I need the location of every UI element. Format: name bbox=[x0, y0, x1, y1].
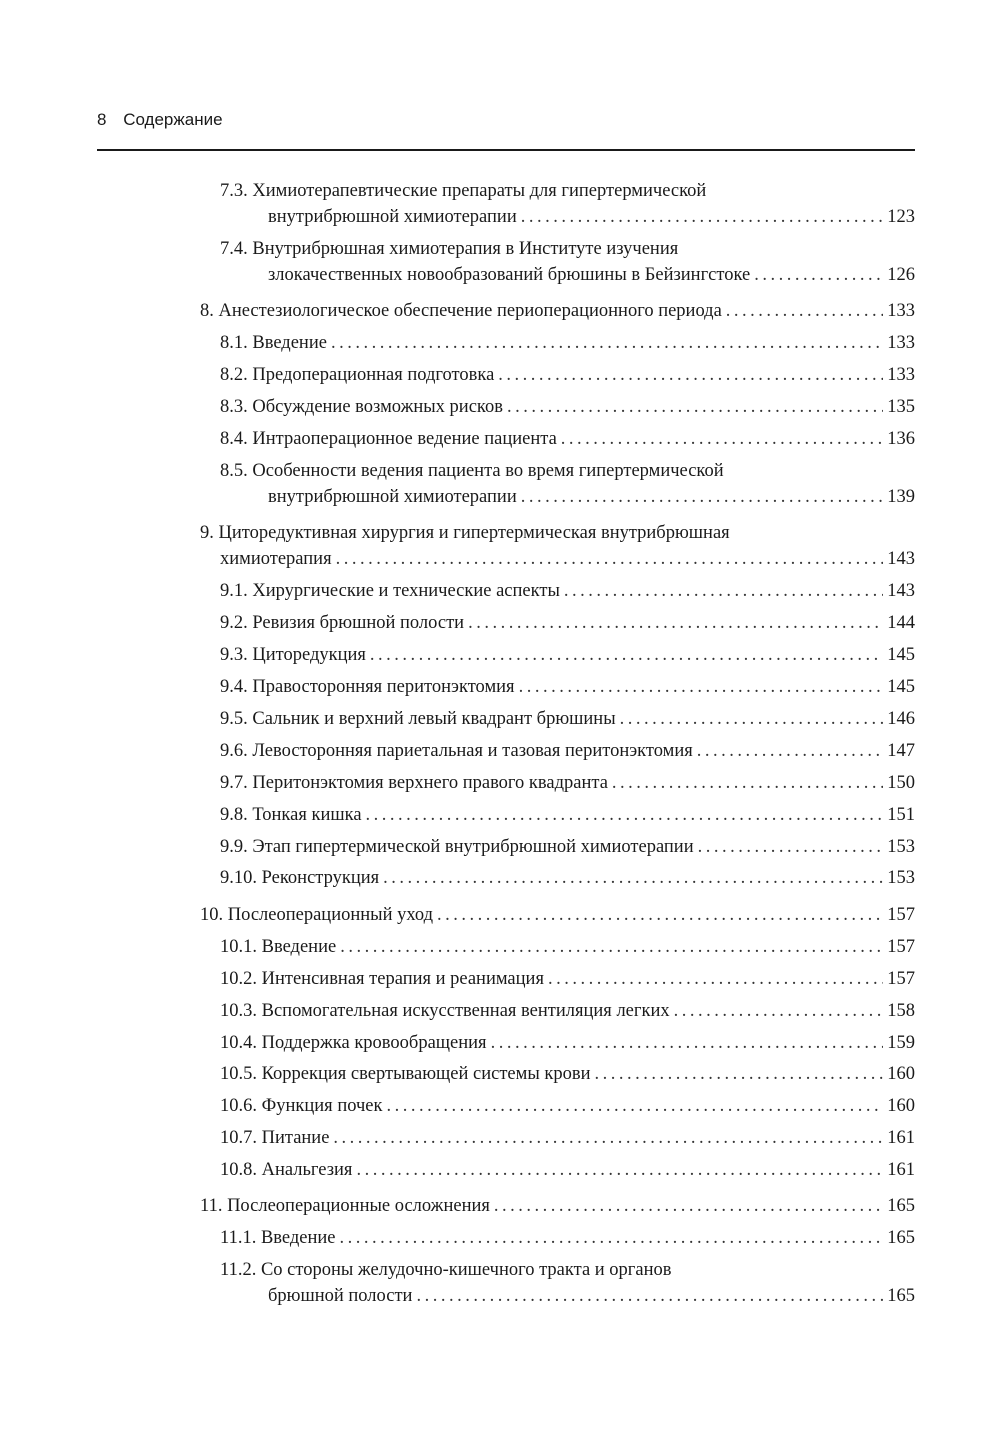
toc-entry-page: 157 bbox=[887, 905, 915, 925]
toc-entry-page: 144 bbox=[887, 613, 915, 633]
toc-entry-page: 146 bbox=[887, 709, 915, 729]
toc-entry-title: 10.4. Поддержка кровообращения bbox=[220, 1033, 487, 1053]
toc-entry-page: 136 bbox=[887, 429, 915, 449]
toc-entry-page: 133 bbox=[887, 333, 915, 353]
toc-entry-title: 10.3. Вспомогательная искусственная вентиляция легких bbox=[220, 1001, 670, 1021]
dot-leader bbox=[331, 330, 883, 356]
toc-entry-title: 8.5. Особенности ведения пациента во время гипертермической bbox=[220, 461, 724, 481]
toc-entry-page: 126 bbox=[887, 265, 915, 285]
dot-leader bbox=[674, 998, 884, 1024]
toc-entry-title: 8.3. Обсуждение возможных рисков bbox=[220, 397, 503, 417]
toc-entry-title: 8.1. Введение bbox=[220, 333, 327, 353]
toc-entry-title-continuation: брюшной полости bbox=[268, 1286, 413, 1306]
dot-leader bbox=[336, 546, 884, 572]
toc-entry-page: 159 bbox=[887, 1033, 915, 1053]
dot-leader bbox=[437, 902, 883, 928]
toc-entry-page: 145 bbox=[887, 645, 915, 665]
toc-entry-page: 158 bbox=[887, 1001, 915, 1021]
dot-leader bbox=[494, 1193, 883, 1219]
toc-entry-title: 9.10. Реконструкция bbox=[220, 868, 380, 888]
toc-entry-title: 9.5. Сальник и верхний левый квадрант брюшины bbox=[220, 709, 616, 729]
toc-entry-page: 147 bbox=[887, 741, 915, 761]
dot-leader bbox=[498, 362, 883, 388]
toc-entry-page: 143 bbox=[887, 581, 915, 601]
dot-leader bbox=[698, 834, 884, 860]
page-number: 8 bbox=[97, 110, 107, 129]
dot-leader bbox=[521, 204, 884, 230]
toc-entry-title: 10.2. Интенсивная терапия и реанимация bbox=[220, 969, 544, 989]
running-header bbox=[97, 110, 223, 130]
header-rule bbox=[97, 149, 915, 151]
toc-entry-page: 153 bbox=[887, 868, 915, 888]
dot-leader bbox=[612, 770, 883, 796]
toc-entry-page: 135 bbox=[887, 397, 915, 417]
dot-leader bbox=[491, 1030, 884, 1056]
toc-entry-page: 150 bbox=[887, 773, 915, 793]
toc-entry-page: 160 bbox=[887, 1064, 915, 1084]
dot-leader bbox=[519, 674, 884, 700]
toc-entry-title: 7.3. Химиотерапевтические препараты для гипертермической bbox=[220, 181, 707, 201]
toc-entry-page: 133 bbox=[887, 365, 915, 385]
dot-leader bbox=[340, 1225, 884, 1251]
toc-entry-page: 157 bbox=[887, 937, 915, 957]
dot-leader bbox=[468, 610, 883, 636]
toc-entry-title: 9. Циторедуктивная хирургия и гипертермическая внутрибрюшная bbox=[200, 523, 730, 543]
toc-entry-page: 157 bbox=[887, 969, 915, 989]
dot-leader bbox=[507, 394, 883, 420]
toc-entry-page: 151 bbox=[887, 805, 915, 825]
toc-entry-title: 9.6. Левосторонняя париетальная и тазовая перитонэктомия bbox=[220, 741, 693, 761]
toc-entry-title: 7.4. Внутрибрюшная химиотерапия в Институте изучения bbox=[220, 239, 679, 259]
toc-entry-page: 165 bbox=[887, 1286, 915, 1306]
toc-entry-title: 9.3. Циторедукция bbox=[220, 645, 366, 665]
toc-entry-title: 10.7. Питание bbox=[220, 1128, 330, 1148]
dot-leader bbox=[595, 1061, 884, 1087]
dot-leader bbox=[697, 738, 883, 764]
toc-entry-title: 10.1. Введение bbox=[220, 937, 337, 957]
toc-entry-page: 165 bbox=[887, 1196, 915, 1216]
toc-entry-title: 10.6. Функция почек bbox=[220, 1096, 383, 1116]
toc-entry-title: 8. Анестезиологическое обеспечение периоперационного периода bbox=[200, 301, 722, 321]
toc-entry-page: 153 bbox=[887, 837, 915, 857]
toc-entry-title: 8.2. Предоперационная подготовка bbox=[220, 365, 495, 385]
dot-leader bbox=[754, 262, 883, 288]
toc-entry-title: 8.4. Интраоперационное ведение пациента bbox=[220, 429, 557, 449]
toc-entry-title: 9.2. Ревизия брюшной полости bbox=[220, 613, 465, 633]
toc-entry-title: 10. Послеоперационный уход bbox=[200, 905, 434, 925]
dot-leader bbox=[548, 966, 883, 992]
dot-leader bbox=[370, 642, 883, 668]
toc-entry-title: 10.5. Коррекция свертывающей системы крови bbox=[220, 1064, 591, 1084]
toc-entry-page: 143 bbox=[887, 549, 915, 569]
header-title: Содержание bbox=[123, 110, 223, 129]
dot-leader bbox=[564, 578, 883, 604]
toc-entry-page: 161 bbox=[887, 1128, 915, 1148]
dot-leader bbox=[521, 484, 884, 510]
toc-entry-title: 9.9. Этап гипертермической внутрибрюшной химиотерапии bbox=[220, 837, 694, 857]
dot-leader bbox=[333, 1125, 883, 1151]
dot-leader bbox=[620, 706, 884, 732]
dot-leader bbox=[340, 934, 883, 960]
toc-entry-page: 160 bbox=[887, 1096, 915, 1116]
toc-entry-title: 9.8. Тонкая кишка bbox=[220, 805, 362, 825]
dot-leader bbox=[366, 802, 884, 828]
toc-entry-title: 9.4. Правосторонняя перитонэктомия bbox=[220, 677, 515, 697]
toc-entry-title: 10.8. Анальгезия bbox=[220, 1160, 353, 1180]
toc-entry-page: 133 bbox=[887, 301, 915, 321]
toc-entry-title: 11. Послеоперационные осложнения bbox=[200, 1196, 490, 1216]
toc-entry-title-continuation: злокачественных новообразований брюшины в Бейзингстоке bbox=[268, 265, 751, 285]
toc-entry-page: 165 bbox=[887, 1228, 915, 1248]
toc-entry-title: 11.1. Введение bbox=[220, 1228, 336, 1248]
toc-entry-title: 9.1. Хирургические и технические аспекты bbox=[220, 581, 560, 601]
toc-entry-page: 123 bbox=[887, 207, 915, 227]
toc-entry-page: 145 bbox=[887, 677, 915, 697]
dot-leader bbox=[387, 1093, 884, 1119]
toc-entry-page: 161 bbox=[887, 1160, 915, 1180]
toc-entry-title-continuation: внутрибрюшной химиотерапии bbox=[268, 487, 517, 507]
dot-leader bbox=[383, 865, 883, 891]
toc-entry-title-continuation: внутрибрюшной химиотерапии bbox=[268, 207, 517, 227]
toc-entry-title-continuation: химиотерапия bbox=[220, 549, 332, 569]
dot-leader bbox=[561, 426, 883, 452]
dot-leader bbox=[356, 1157, 883, 1183]
dot-leader bbox=[726, 298, 883, 324]
toc-entry-title: 9.7. Перитонэктомия верхнего правого квадранта bbox=[220, 773, 608, 793]
toc-entry-page: 139 bbox=[887, 487, 915, 507]
toc-entry-title: 11.2. Со стороны желудочно-кишечного тракта и органов bbox=[220, 1260, 672, 1280]
dot-leader bbox=[416, 1283, 883, 1309]
